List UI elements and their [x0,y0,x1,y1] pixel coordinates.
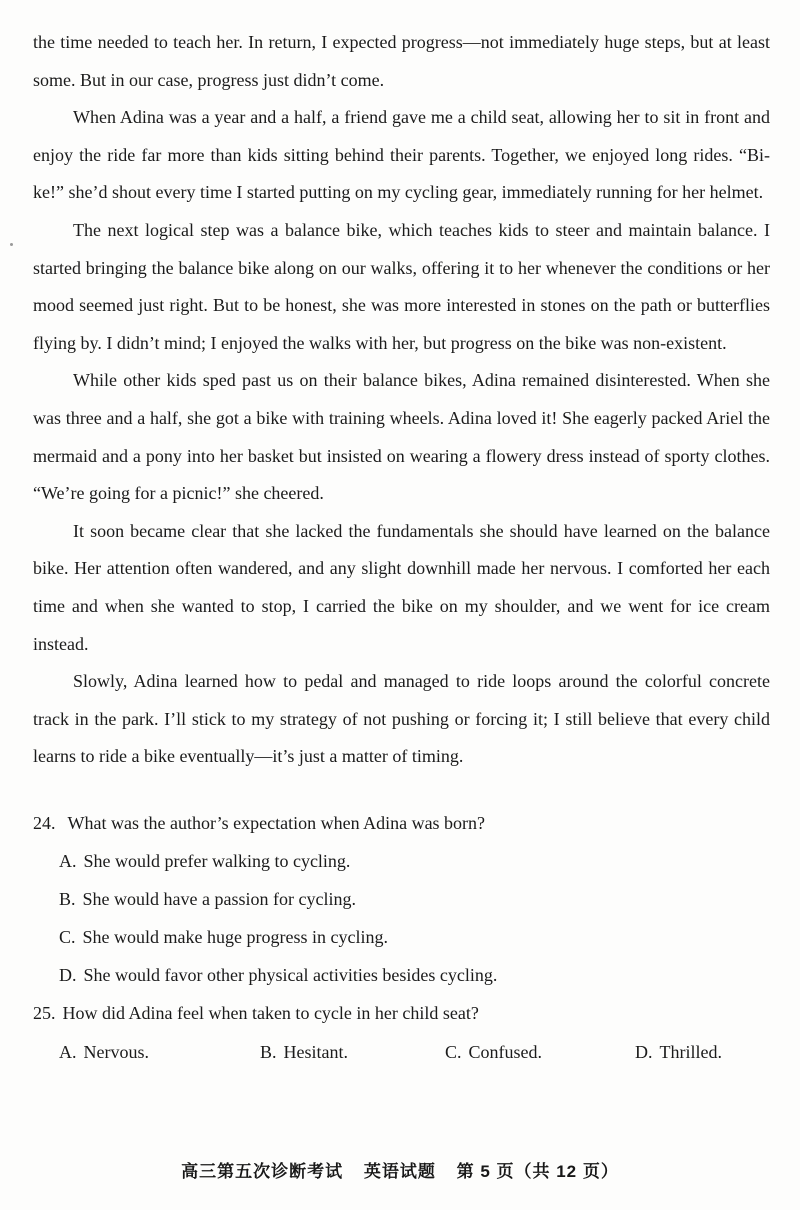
option-text: Confused. [468,1041,543,1062]
question-24-option-b [33,880,770,918]
passage-paragraph: It soon became clear that she lacked the fundamentals she should have learned on the balance bike. Her attention often wandered, and any slight downhill made her nervous. I comforted her each time and when she wanted to stop, I carried the bike on my shoulder, and we went for ice cream instead. [33,520,770,654]
option-label: B. [260,1041,277,1062]
option-label: A. [59,850,77,871]
question-25 [33,994,770,1072]
footer-exam-title: 高三第五次诊断考试 [181,1162,344,1181]
option-text: Hesitant. [283,1041,349,1062]
option-label: C. [445,1041,462,1062]
option-text: She would favor other physical activities besides cycling. [83,964,498,985]
passage-paragraph: When Adina was a year and a half, a friend gave me a child seat, allowing her to sit in front and enjoy the ride far more than kids sitting behind their parents. Together, we enjoyed long rides. “Bi-ke!” she’d shout every time I started putting on my cycling gear, immediately running for her helmet. [33,107,770,203]
question-24 [33,804,770,994]
option-label: B. [59,888,76,909]
question-24-option-d [33,956,770,994]
option-label: D. [59,964,77,985]
option-label: C. [59,926,76,947]
question-25-option-a [59,1032,260,1072]
question-25-options-row [33,1032,770,1072]
option-text: She would prefer walking to cycling. [83,850,351,871]
question-25-option-d [635,1032,770,1072]
passage-paragraph: Slowly, Adina learned how to pedal and managed to ride loops around the colorful concrete track in the park. I’ll stick to my strategy of not pushing or forcing it; I still believe that every child learns to ride a bike eventually—it’s just a matter of timing. [33,671,770,767]
question-text: How did Adina feel when taken to cycle in her child seat? [62,1002,479,1023]
scan-artifact-dot [10,243,13,246]
question-number: 24. [33,812,56,833]
option-text: She would make huge progress in cycling. [82,926,388,947]
option-text: Nervous. [83,1041,149,1062]
option-text: She would have a passion for cycling. [82,888,356,909]
page-footer [0,1157,800,1182]
question-24-option-a [33,842,770,880]
question-24-option-c [33,918,770,956]
question-number: 25. [33,1002,56,1023]
option-text: Thrilled. [659,1041,722,1062]
option-label: A. [59,1041,77,1062]
question-25-option-b [260,1032,445,1072]
reading-passage [33,24,770,776]
passage-paragraph: The next logical step was a balance bike, which teaches kids to steer and maintain balance. I started bringing the balance bike along on our walks, offering it to her whenever the conditions or her mood seemed just right. But to be honest, she was more interested in stones on the path or butterflies flying by. I didn’t mind; I enjoyed the walks with her, but progress on the bike was non-existent. [33,219,770,353]
footer-subject: 英语试题 [363,1162,436,1181]
passage-paragraph: the time needed to teach her. In return, I expected progress—not immediately huge steps, but at least some. But in our case, progress just didn’t come. [33,32,770,90]
question-25-option-c [445,1032,635,1072]
question-24-stem [33,804,770,842]
option-label: D. [635,1041,653,1062]
questions-section [33,804,770,1072]
question-25-stem [33,994,770,1032]
question-text: What was the author’s expectation when Adina was born? [67,812,486,833]
footer-page-info: 第 5 页（共 12 页） [456,1162,619,1181]
passage-paragraph: While other kids sped past us on their balance bikes, Adina remained disinterested. When she was three and a half, she got a bike with training wheels. Adina loved it! She eagerly packed Ariel the mermaid and a pony into her basket but insisted on wearing a flowery dress instead of sporty clothes. “We’re going for a picnic!” she cheered. [33,370,770,504]
